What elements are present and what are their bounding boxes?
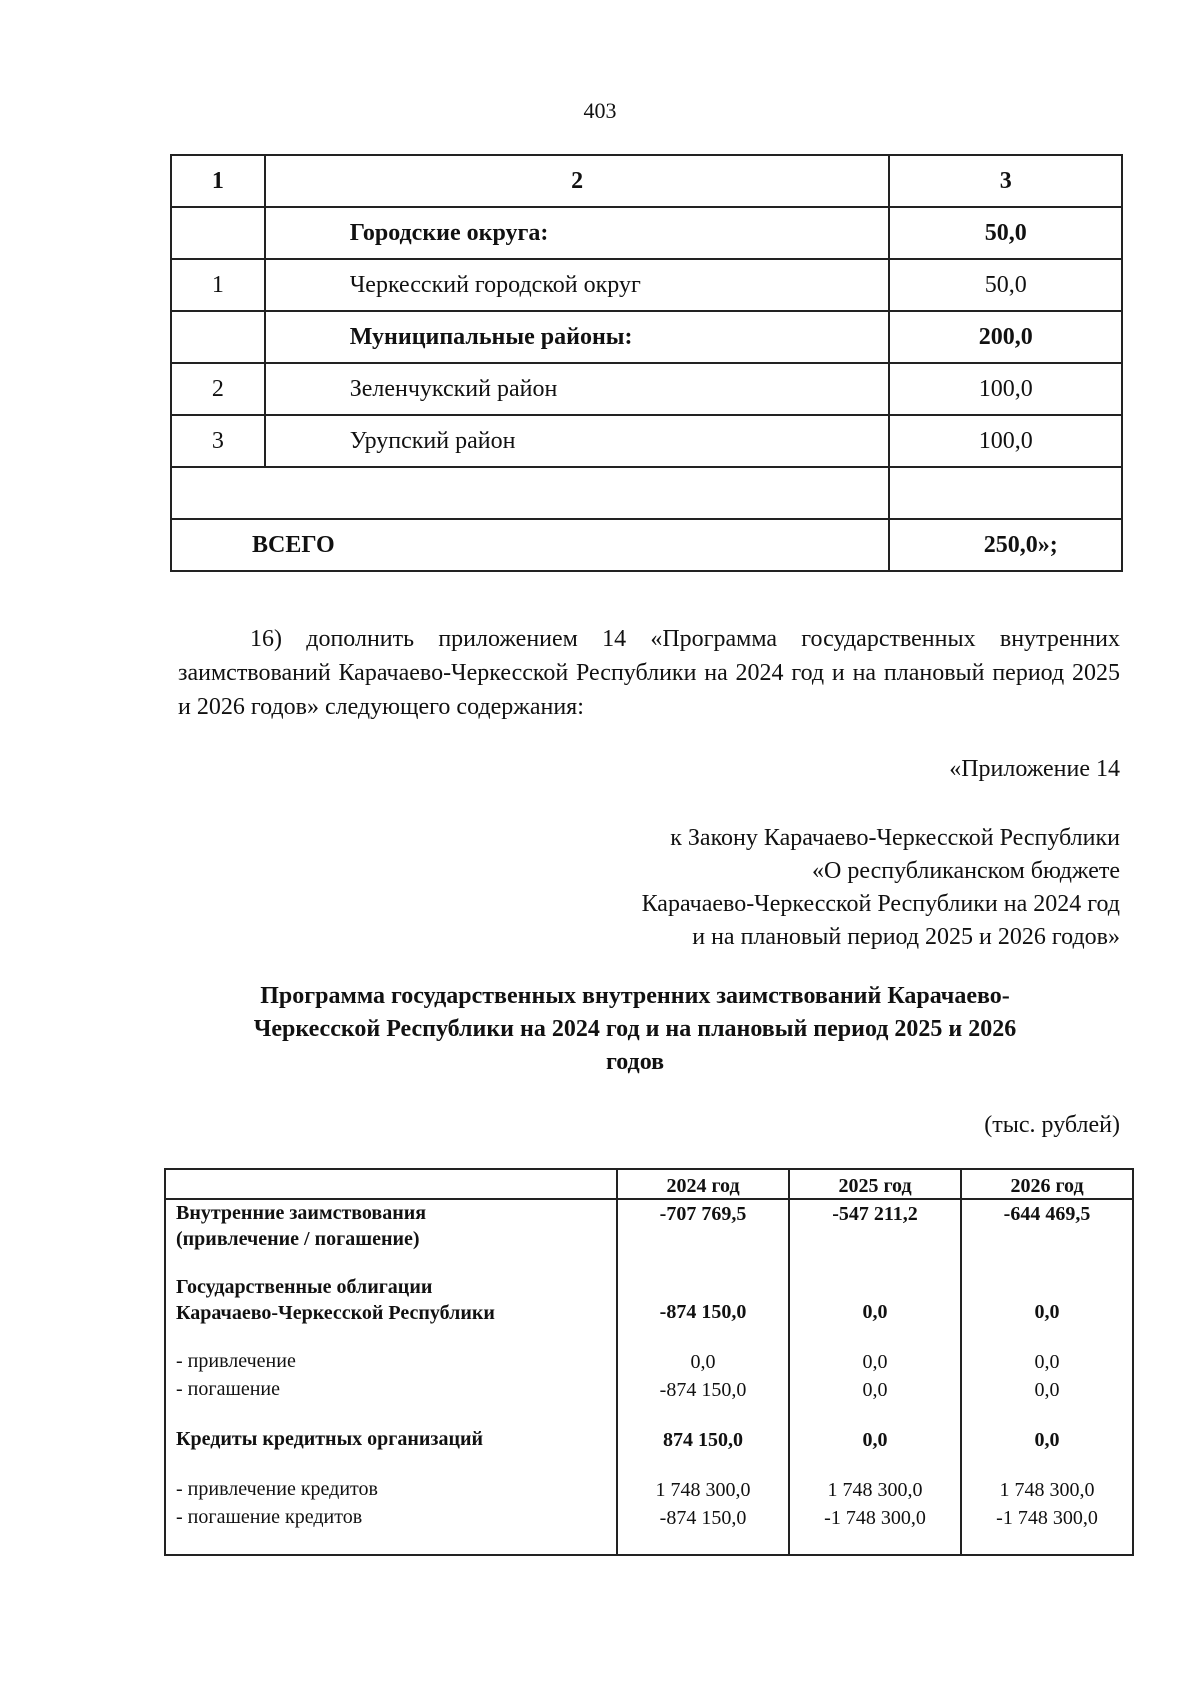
value-cell: 1 748 300,0: [617, 1476, 789, 1504]
table-row: [165, 1426, 1133, 1454]
value-cell: 0,0: [961, 1426, 1133, 1454]
title-line: годов: [605, 1049, 665, 1075]
table-row: [171, 311, 1122, 363]
law-ref-line: «О республиканском бюджете: [811, 858, 1120, 884]
law-reference: [642, 822, 1120, 954]
row-value: 100,0: [889, 363, 1122, 415]
row-name: Муниципальные районы:: [265, 311, 890, 363]
row-name: Зеленчукский район: [265, 363, 890, 415]
table-row: [171, 415, 1122, 467]
value-cell: -874 150,0: [617, 1376, 789, 1404]
row-label: - привлечение кредитов: [165, 1476, 617, 1504]
spacer-row: [165, 1404, 1133, 1426]
row-label: - погашение: [165, 1376, 617, 1404]
table-row: [171, 259, 1122, 311]
spacer-row: [165, 1252, 1133, 1274]
empty-row: [171, 467, 1122, 519]
header-cell-2026: 2026 год: [961, 1169, 1133, 1199]
paragraph-text: 16) дополнить приложением 14 «Программа государственных внутренних заимствований Карачаево-Черкесской Республики на 2024 год и на плановый период 2025 и 2026 годов» следующего содержания:: [178, 626, 1120, 720]
value-cell: 0,0: [789, 1426, 961, 1454]
table-row: [171, 363, 1122, 415]
value-cell: 0,0: [961, 1274, 1133, 1326]
value-cell: -1 748 300,0: [789, 1504, 961, 1532]
row-name: Урупский район: [265, 415, 890, 467]
row-number: [171, 207, 265, 259]
total-label: ВСЕГО: [171, 519, 889, 571]
row-number: 3: [171, 415, 265, 467]
table-row: [171, 207, 1122, 259]
value-cell: 0,0: [789, 1348, 961, 1376]
value-cell: 0,0: [961, 1348, 1133, 1376]
row-label: [165, 1274, 617, 1326]
row-number: [171, 311, 265, 363]
unit-label: (тыс. рублей): [984, 1112, 1120, 1138]
row-value: 100,0: [889, 415, 1122, 467]
law-ref-line: Карачаево-Черкесской Республики на 2024 год: [641, 891, 1120, 917]
header-cell: [165, 1169, 617, 1199]
empty-cell: [889, 467, 1122, 519]
title-line: Черкесской Республики на 2024 год и на плановый период 2025 и 2026: [253, 1016, 1017, 1042]
table-header-row: [171, 155, 1122, 207]
value-cell: 874 150,0: [617, 1426, 789, 1454]
table-row: [165, 1504, 1133, 1532]
row-value: 50,0: [889, 259, 1122, 311]
row-label-line: Карачаево-Черкесской Республики: [176, 1302, 495, 1324]
spacer-row: [165, 1326, 1133, 1348]
allocation-table: [170, 154, 1123, 572]
value-cell: -707 769,5: [617, 1199, 789, 1252]
row-label-line: Внутренние заимствования: [176, 1202, 427, 1224]
row-label-line: Государственные облигации: [176, 1276, 433, 1298]
value-cell: 1 748 300,0: [961, 1476, 1133, 1504]
row-number: 1: [171, 259, 265, 311]
header-cell: 2: [265, 155, 890, 207]
value-cell: 1 748 300,0: [789, 1476, 961, 1504]
title-line: Программа государственных внутренних заимствований Карачаево-: [260, 983, 1010, 1009]
row-label: - привлечение: [165, 1348, 617, 1376]
row-label-line: (привлечение / погашение): [176, 1228, 420, 1250]
row-name: Городские округа:: [265, 207, 890, 259]
row-label: [165, 1199, 617, 1252]
value-cell: 0,0: [789, 1376, 961, 1404]
header-cell: 3: [889, 155, 1122, 207]
value-cell: -547 211,2: [789, 1199, 961, 1252]
empty-cell: [171, 467, 889, 519]
row-value: 50,0: [889, 207, 1122, 259]
table-row: [165, 1274, 1133, 1326]
spacer-row: [165, 1454, 1133, 1476]
value-cell: -874 150,0: [617, 1274, 789, 1326]
law-ref-line: и на плановый период 2025 и 2026 годов»: [692, 924, 1120, 950]
value-cell: 0,0: [617, 1348, 789, 1376]
law-ref-line: к Закону Карачаево-Черкесской Республики: [670, 825, 1120, 851]
row-name: Черкесский городской округ: [265, 259, 890, 311]
borrowing-program-table: [164, 1168, 1134, 1556]
spacer-row: [165, 1532, 1133, 1555]
value-cell: 0,0: [961, 1376, 1133, 1404]
row-label: Кредиты кредитных организаций: [165, 1426, 617, 1454]
value-cell: -1 748 300,0: [961, 1504, 1133, 1532]
header-cell-2025: 2025 год: [789, 1169, 961, 1199]
row-value: 200,0: [889, 311, 1122, 363]
header-cell: 1: [171, 155, 265, 207]
table-row: [165, 1376, 1133, 1404]
row-number: 2: [171, 363, 265, 415]
total-row: [171, 519, 1122, 571]
amendment-paragraph: [178, 622, 1120, 724]
value-cell: 0,0: [789, 1274, 961, 1326]
table-row: [165, 1476, 1133, 1504]
value-cell: -644 469,5: [961, 1199, 1133, 1252]
page-number: 403: [583, 98, 617, 123]
row-label: - погашение кредитов: [165, 1504, 617, 1532]
program-title: [150, 980, 1120, 1079]
value-cell: -874 150,0: [617, 1504, 789, 1532]
table-row: [165, 1199, 1133, 1252]
total-value: 250,0»;: [889, 519, 1122, 571]
header-cell-2024: 2024 год: [617, 1169, 789, 1199]
appendix-title: «Приложение 14: [949, 756, 1120, 782]
table-header-row: [165, 1169, 1133, 1199]
table-row: [165, 1348, 1133, 1376]
